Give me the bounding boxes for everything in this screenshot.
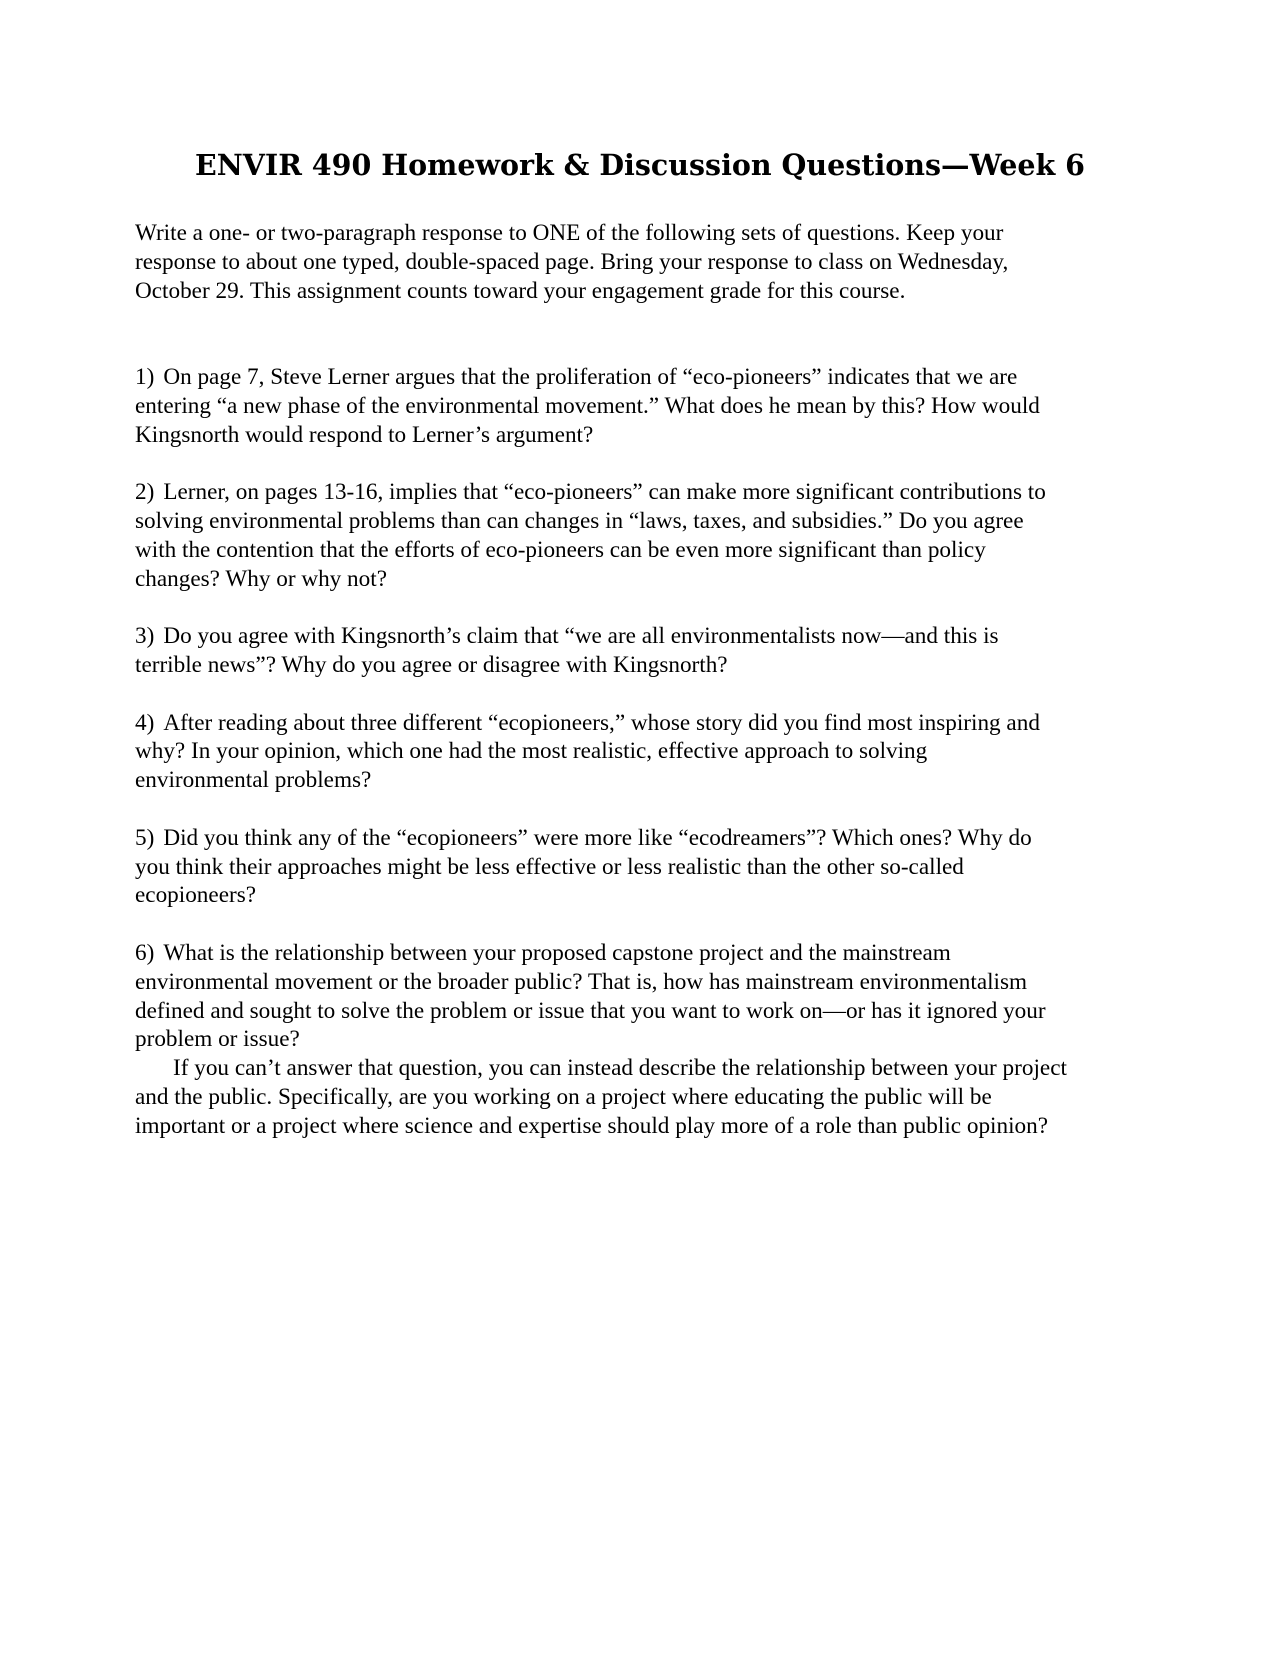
document-title: ENVIR 490 Homework & Discussion Questions—Week 6: [194, 148, 1085, 182]
question-line: After reading about three different “ecopioneers,” whose story did you find most inspiring and: [163, 709, 1040, 736]
question-line: terrible news”? Why do you agree or disagree with Kingsnorth?: [135, 651, 728, 678]
question-line: What is the relationship between your proposed capstone project and the mainstream: [163, 939, 951, 966]
question-line: with the contention that the efforts of eco-pioneers can be even more significant than policy: [135, 536, 986, 563]
question-number: 2): [135, 479, 155, 506]
question-line: Do you agree with Kingsnorth’s claim that “we are all environmentalists now—and this is: [163, 623, 999, 650]
question-6: [135, 939, 1145, 1141]
question-line: environmental movement or the broader public? That is, how has mainstream environmentalism: [135, 968, 1028, 995]
question-line: entering “a new phase of the environmental movement.” What does he mean by this? How would: [135, 392, 1040, 419]
question-2: [135, 478, 1145, 593]
question-line: you think their approaches might be less effective or less realistic than the other so-called: [135, 853, 964, 880]
question-continuation-line: important or a project where science and expertise should play more of a role than public opinion?: [135, 1112, 1049, 1139]
question-3: [135, 622, 1145, 680]
question-4: [135, 709, 1145, 795]
question-number: 4): [135, 709, 155, 736]
question-line: Did you think any of the “ecopioneers” were more like “ecodreamers”? Which ones? Why do: [163, 824, 1032, 851]
question-continuation-line: and the public. Specifically, are you working on a project where educating the public will be: [135, 1083, 992, 1110]
question-line: solving environmental problems than can changes in “laws, taxes, and subsidies.” Do you agree: [135, 507, 1024, 534]
question-1: [135, 363, 1145, 449]
question-line: environmental problems?: [135, 767, 372, 794]
question-line: ecopioneers?: [135, 882, 257, 909]
question-continuation-line: If you can’t answer that question, you can instead describe the relationship between your project: [173, 1055, 1067, 1082]
instructions-paragraph: [135, 219, 1145, 305]
instructions-line: Write a one- or two-paragraph response to ONE of the following sets of questions. Keep your: [135, 220, 1004, 246]
question-5: [135, 824, 1145, 910]
question-line: Kingsnorth would respond to Lerner’s argument?: [135, 421, 594, 448]
question-line: changes? Why or why not?: [135, 565, 387, 592]
question-line: Lerner, on pages 13-16, implies that “eco-pioneers” can make more significant contributions to: [163, 479, 1046, 506]
question-number: 5): [135, 824, 155, 851]
document-body: [135, 219, 1145, 1169]
question-number: 3): [135, 623, 155, 650]
question-line: why? In your opinion, which one had the most realistic, effective approach to solving: [135, 738, 928, 765]
question-line: problem or issue?: [135, 1026, 300, 1053]
question-line: On page 7, Steve Lerner argues that the proliferation of “eco-pioneers” indicates that we are: [163, 363, 1018, 390]
question-number: 6): [135, 939, 155, 966]
question-number: 1): [135, 363, 155, 390]
instructions-line: response to about one typed, double-spaced page. Bring your response to class on Wednesday,: [135, 248, 1009, 275]
question-line: defined and sought to solve the problem or issue that you want to work on—or has it ignored your: [135, 997, 1046, 1024]
instructions-line: October 29. This assignment counts toward your engagement grade for this course.: [135, 277, 906, 304]
